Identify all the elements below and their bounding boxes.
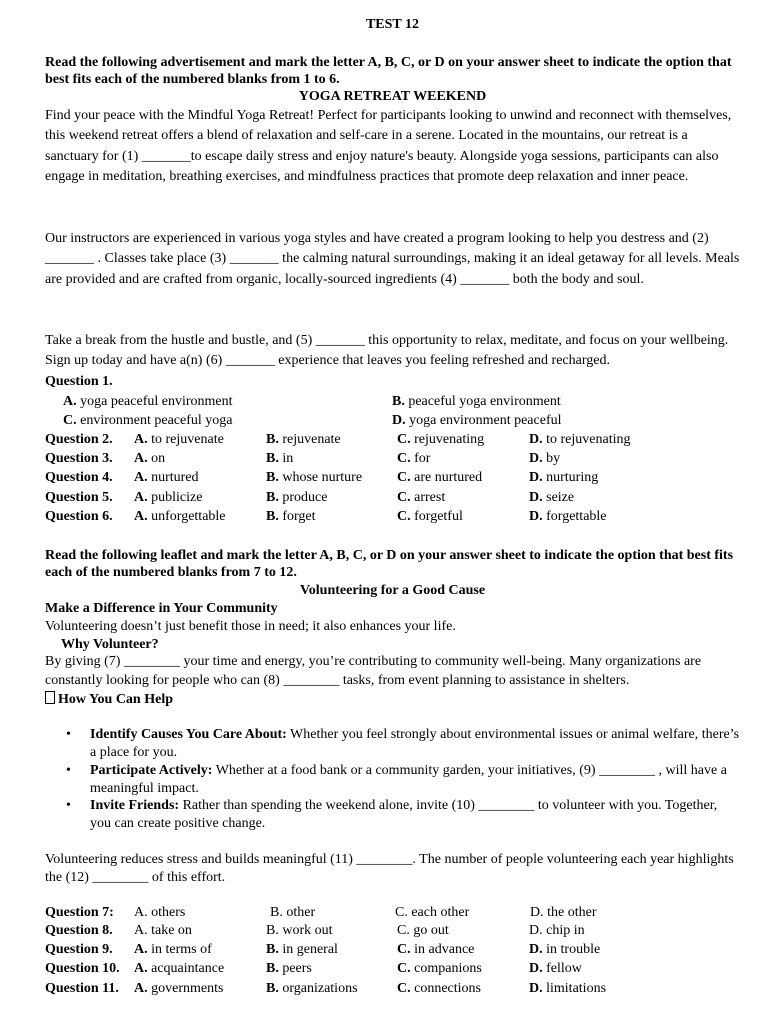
q4-option-a: A. nurtured [134, 470, 199, 485]
q11-option-c: C. connections [397, 981, 481, 996]
q8-option-b: B. work out [266, 923, 333, 938]
q10-option-b: B. peers [266, 961, 312, 976]
bullet-dot-icon: • [66, 727, 71, 742]
q11-option-b: B. organizations [266, 981, 358, 996]
question-6-label: Question 6. [45, 509, 113, 524]
q3-option-a: A. on [134, 451, 166, 466]
q7-option-b: B. other [270, 905, 316, 920]
q9-option-d: D. in trouble [529, 942, 601, 957]
q10-option-c: C. companions [397, 961, 482, 976]
q3-option-c: C. for [397, 451, 431, 466]
section2-subheading: Make a Difference in Your Community [45, 601, 278, 616]
test-title: TEST 12 [365, 17, 420, 32]
q8-option-a: A. take on [134, 923, 192, 938]
section1-paragraph-3: Take a break from the hustle and bustle, and (5) _______ this opportunity to relax, meditate, and focus on your wellbeing. Sign up today and have a(n) (6) _______ experience that leaves you feeling refreshed and recharged. [45, 333, 729, 369]
q5-option-c: C. arrest [397, 490, 446, 505]
q1-option-b: B. peaceful yoga environment [392, 394, 561, 409]
q2-option-b: B. rejuvenate [266, 432, 341, 447]
question-1-label: Question 1. [45, 374, 113, 389]
q6-option-c: C. forgetful [397, 509, 463, 524]
section1-paragraph-2: Our instructors are experienced in various yoga styles and have created a program looking to help you destress and (2) _______ . Classes take place (3) _______ the calming natural surroundings, making it an ideal getaway for all levels. Meals are provided and are crafted from organic, locally-sourced ingredients (4) _______ both the body and soul. [45, 231, 740, 287]
section1-heading: YOGA RETREAT WEEKEND [298, 89, 487, 104]
bullet-item: • Participate Actively: Whether at a food bank or a community garden, your initiatives, (9) ________ , will have a meaningful impact. [66, 763, 727, 796]
question-3-label: Question 3. [45, 451, 113, 466]
q8-option-d: D. chip in [529, 923, 585, 938]
section1-paragraph-1: Find your peace with the Mindful Yoga Retreat! Perfect for participants looking to unwind and reconnect with themselves, this weekend retreat offers a blend of relaxation and self-care in a serene. Located in the mountains, our retreat is a sanctuary for (1) _______to escape daily stress and enjoy nature's beauty. Alongside yoga sessions, participants can also engage in meditation, breathing exercises, and mindfulness practices that promote deep relaxation and inner peace. [45, 108, 732, 185]
q2-option-c: C. rejuvenating [397, 432, 485, 447]
question-9-label: Question 9. [45, 942, 113, 957]
section2-heading: Volunteering for a Good Cause [299, 583, 486, 598]
q2-option-d: D. to rejuvenating [529, 432, 631, 447]
q5-option-a: A. publicize [134, 490, 203, 505]
section1-instruction: Read the following advertisement and mark the letter A, B, C, or D on your answer sheet to indicate the option that best fits each of the numbered blanks from 1 to 6. [45, 55, 732, 87]
section2-closing: Volunteering reduces stress and builds meaningful (11) ________. The number of people volunteering each year highlights the (12) ________ of this effort. [45, 852, 734, 885]
section2-intro: Volunteering doesn’t just benefit those in need; it also enhances your life. [45, 619, 456, 634]
q5-option-d: D. seize [529, 490, 575, 505]
q1-option-d: D. yoga environment peaceful [392, 413, 562, 428]
q8-option-c: C. go out [397, 923, 449, 938]
question-11-label: Question 11. [45, 981, 119, 996]
why-volunteer-heading: Why Volunteer? [61, 637, 159, 652]
q6-option-a: A. unforgettable [134, 509, 226, 524]
q11-option-a: A. governments [134, 981, 224, 996]
question-10-label: Question 10. [45, 961, 120, 976]
bullet-item: • Invite Friends: Rather than spending the weekend alone, invite (10) ________ to volunteer with you. Together, you can create positive change. [66, 798, 718, 831]
q1-option-c: C. environment peaceful yoga [63, 413, 233, 428]
q6-option-b: B. forget [266, 509, 316, 524]
why-volunteer-text: By giving (7) ________ your time and energy, you’re contributing to community well-being. Many organizations are constantly looking for people who can (8) ________ tasks, from event planning to assistance in shelters. [45, 654, 702, 688]
q3-option-b: B. in [266, 451, 294, 466]
q1-option-a: A. yoga peaceful environment [63, 394, 233, 409]
q7-option-d: D. the other [530, 905, 597, 920]
missing-glyph-icon [45, 691, 55, 704]
how-you-can-help: How You Can Help [45, 691, 173, 708]
q9-option-c: C. in advance [397, 942, 475, 957]
q9-option-b: B. in general [266, 942, 338, 957]
q2-option-a: A. to rejuvenate [134, 432, 224, 447]
q4-option-b: B. whose nurture [266, 470, 363, 485]
question-7-label: Question 7: [45, 905, 114, 920]
q11-option-d: D. limitations [529, 981, 607, 996]
question-5-label: Question 5. [45, 490, 113, 505]
q3-option-d: D. by [529, 451, 561, 466]
section2-instruction: Read the following leaflet and mark the letter A, B, C, or D on your answer sheet to indicate the option that best fits each of the numbered blanks from 7 to 12. [45, 548, 734, 580]
q10-option-a: A. acquaintance [134, 961, 225, 976]
q10-option-d: D. fellow [529, 961, 582, 976]
q4-option-d: D. nurturing [529, 470, 599, 485]
bullet-item: • Identify Causes You Care About: Whether you feel strongly about environmental issues or animal welfare, there’s a place for you. [66, 727, 740, 760]
q7-option-c: C. each other [395, 905, 470, 920]
question-2-label: Question 2. [45, 432, 113, 447]
question-4-label: Question 4. [45, 470, 113, 485]
bullet-dot-icon: • [66, 763, 71, 778]
q6-option-d: D. forgettable [529, 509, 607, 524]
q9-option-a: A. in terms of [134, 942, 212, 957]
q4-option-c: C. are nurtured [397, 470, 483, 485]
q7-option-a: A. others [134, 905, 186, 920]
bullet-dot-icon: • [66, 798, 71, 813]
q5-option-b: B. produce [266, 490, 328, 505]
question-8-label: Question 8. [45, 923, 113, 938]
